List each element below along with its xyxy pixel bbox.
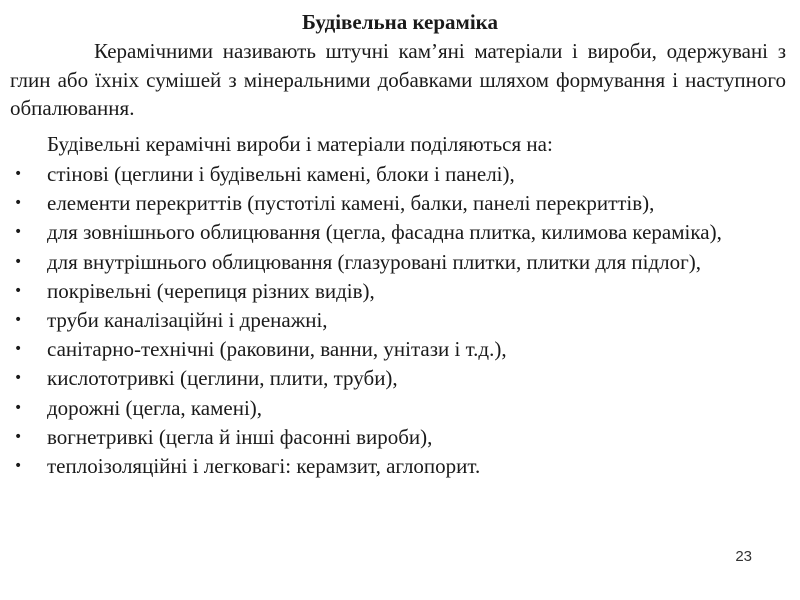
- bullet-icon: •: [14, 399, 23, 416]
- list-item: [10, 394, 786, 423]
- list-item-text: санітарно-технічні (раковини, ванни, унітази і т.д.),: [47, 337, 507, 362]
- list-item-text: теплоізоляційні і легковагі: керамзит, аглопорит.: [47, 454, 481, 479]
- list-item: [10, 452, 786, 481]
- bullet-icon: •: [14, 282, 23, 299]
- list-item-text: дорожні (цегла, камені),: [47, 395, 263, 420]
- bullet-icon: •: [14, 253, 23, 270]
- list-item-text: кислототривкі (цеглини, плити, труби),: [47, 366, 398, 391]
- slide-title: Будівельна кераміка: [302, 10, 498, 34]
- list-item: [10, 306, 786, 335]
- list-item: [10, 160, 786, 189]
- bullet-icon: •: [14, 166, 23, 182]
- list-item-text: вогнетривкі (цегла й інші фасонні вироби),: [47, 424, 433, 449]
- list-item-text: труби каналізаційні і дренажні,: [47, 308, 328, 333]
- list-item: [10, 218, 786, 247]
- list-item-text: для внутрішнього облицювання (глазуровані плитки, плитки для підлог),: [47, 249, 702, 274]
- bullet-icon: •: [14, 428, 23, 445]
- product-list: [10, 160, 786, 481]
- list-item: [10, 189, 786, 218]
- intro-paragraph: Керамічними називають штучні кам’яні матеріали і вироби, одержувані з глин або їхніх сумішей з мінеральними добавками шляхом формування і наступного обпалювання.: [10, 39, 786, 120]
- list-item: [10, 248, 786, 277]
- list-item: [10, 364, 786, 393]
- bullet-icon: •: [14, 458, 23, 475]
- list-item-text: для зовнішнього облицювання (цегла, фасадна плитка, килимова кераміка),: [47, 220, 722, 245]
- page-number: 23: [735, 548, 752, 565]
- bullet-icon: •: [14, 224, 23, 241]
- list-intro: Будівельні керамічні вироби і матеріали поділяються на:: [47, 132, 553, 156]
- bullet-icon: •: [14, 341, 23, 358]
- list-item: [10, 423, 786, 452]
- bullet-icon: •: [14, 370, 23, 387]
- list-item-text: стінові (цеглини і будівельні камені, блоки і панелі),: [47, 162, 515, 186]
- list-item-text: покрівельні (черепиця різних видів),: [47, 278, 375, 303]
- list-item-text: елементи перекриттів (пустотілі камені, балки, панелі перекриттів),: [47, 191, 655, 216]
- list-item: [10, 277, 786, 306]
- bullet-icon: •: [14, 195, 23, 212]
- bullet-icon: •: [14, 312, 23, 329]
- list-item: [10, 335, 786, 364]
